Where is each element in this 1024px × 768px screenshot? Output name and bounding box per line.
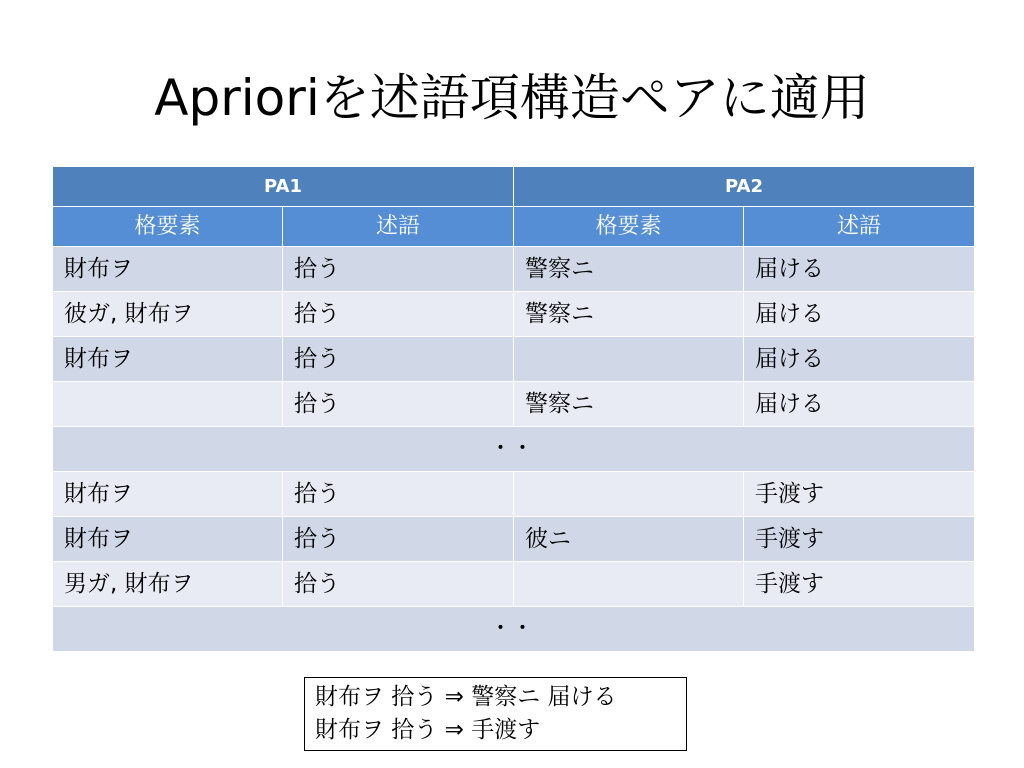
ellipsis-row bbox=[53, 427, 975, 472]
table-row bbox=[53, 247, 975, 292]
association-rule: 財布ヲ 拾う ⇒ 警察ニ 届ける bbox=[315, 684, 617, 710]
column-header-case-element-2: 格要素 bbox=[514, 207, 744, 247]
predicate-argument-table bbox=[52, 166, 975, 652]
table-cell: 財布ヲ bbox=[53, 472, 283, 517]
table-row bbox=[53, 337, 975, 382]
table-cell: 拾う bbox=[283, 337, 514, 382]
table-cell: 拾う bbox=[283, 292, 514, 337]
table-cell: 手渡す bbox=[744, 472, 975, 517]
ellipsis-row bbox=[53, 607, 975, 652]
table-row bbox=[53, 517, 975, 562]
table-cell: 彼ガ, 財布ヲ bbox=[53, 292, 283, 337]
table-cell: 拾う bbox=[283, 517, 514, 562]
table-cell: 拾う bbox=[283, 562, 514, 607]
table-cell: 彼ニ bbox=[514, 517, 744, 562]
column-header-predicate-1: 述語 bbox=[283, 207, 514, 247]
table-cell bbox=[514, 562, 744, 607]
column-header-row bbox=[53, 207, 975, 247]
table-cell: 拾う bbox=[283, 382, 514, 427]
table-cell: 警察ニ bbox=[514, 382, 744, 427]
table-cell: 財布ヲ bbox=[53, 247, 283, 292]
table-cell bbox=[514, 337, 744, 382]
table-row bbox=[53, 472, 975, 517]
table-cell: 拾う bbox=[283, 247, 514, 292]
table-cell bbox=[53, 382, 283, 427]
table-cell: 手渡す bbox=[744, 517, 975, 562]
table-cell: 届ける bbox=[744, 337, 975, 382]
table-cell: 届ける bbox=[744, 382, 975, 427]
ellipsis-cell: ・・ bbox=[53, 427, 975, 472]
table-row bbox=[53, 382, 975, 427]
table-cell: 警察ニ bbox=[514, 292, 744, 337]
association-rule: 財布ヲ 拾う ⇒ 手渡す bbox=[315, 717, 541, 743]
ellipsis-cell: ・・ bbox=[53, 607, 975, 652]
table-cell: 財布ヲ bbox=[53, 517, 283, 562]
table-cell: 財布ヲ bbox=[53, 337, 283, 382]
table-cell: 拾う bbox=[283, 472, 514, 517]
table-row bbox=[53, 292, 975, 337]
group-header-pa2: PA2 bbox=[514, 167, 975, 207]
column-header-predicate-2: 述語 bbox=[744, 207, 975, 247]
table-row bbox=[53, 562, 975, 607]
table-cell: 警察ニ bbox=[514, 247, 744, 292]
association-rules-box bbox=[304, 677, 687, 751]
group-header-pa1: PA1 bbox=[53, 167, 514, 207]
table-cell: 届ける bbox=[744, 247, 975, 292]
column-header-case-element-1: 格要素 bbox=[53, 207, 283, 247]
table-cell: 手渡す bbox=[744, 562, 975, 607]
slide-title: Aprioriを述語項構造ペアに適用 bbox=[154, 69, 870, 127]
table-cell bbox=[514, 472, 744, 517]
group-header-row bbox=[53, 167, 975, 207]
table-cell: 届ける bbox=[744, 292, 975, 337]
table-cell: 男ガ, 財布ヲ bbox=[53, 562, 283, 607]
